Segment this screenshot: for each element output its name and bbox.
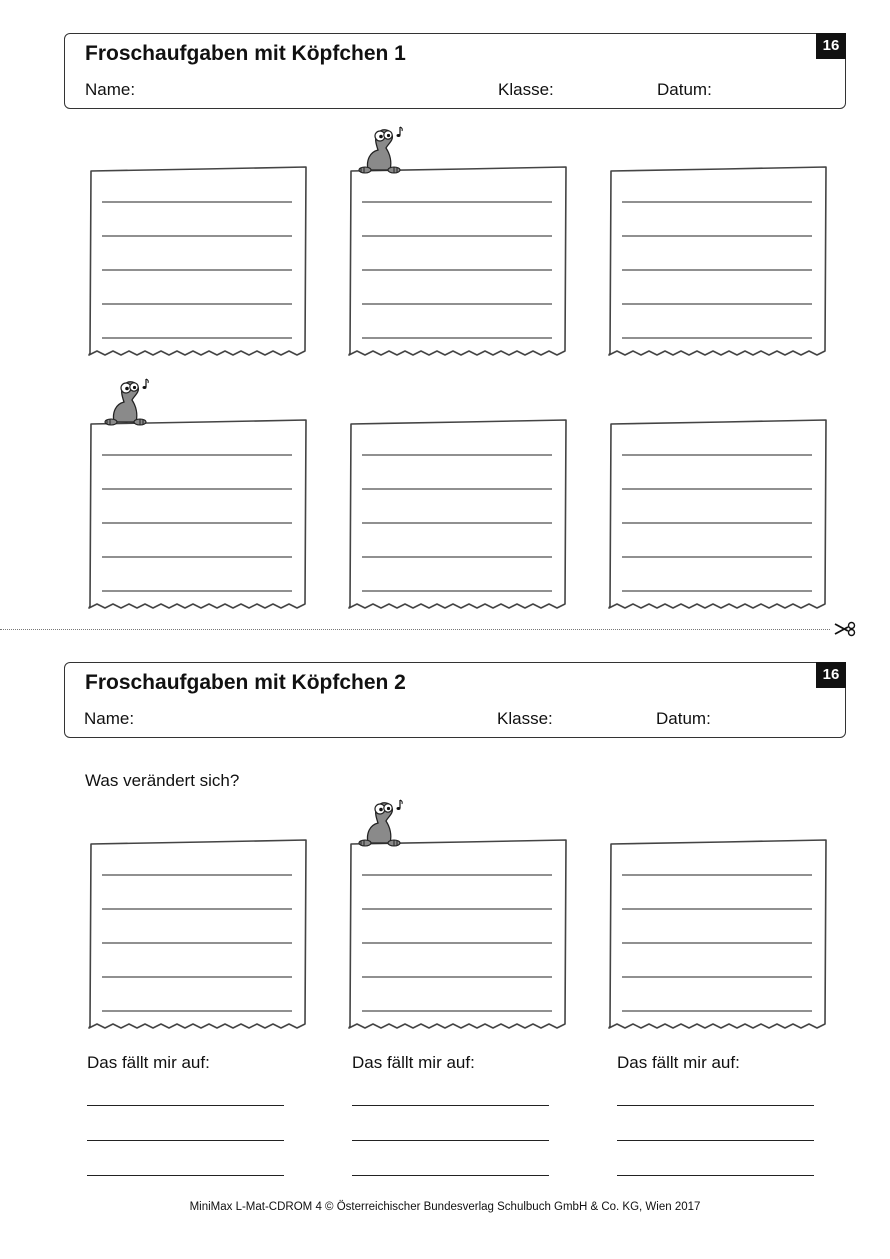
writing-line[interactable] <box>617 1175 814 1176</box>
writing-line[interactable] <box>87 1105 284 1106</box>
writing-line[interactable] <box>352 1105 549 1106</box>
note-paper[interactable] <box>344 165 570 364</box>
note-paper[interactable] <box>604 418 830 617</box>
note-paper[interactable] <box>604 838 830 1037</box>
observation-label: Das fällt mir auf: <box>87 1053 210 1072</box>
writing-line[interactable] <box>87 1140 284 1141</box>
worksheet1-page-badge: 16 <box>816 33 846 59</box>
worksheet1-class-label: Klasse: <box>498 80 554 99</box>
writing-line[interactable] <box>617 1140 814 1141</box>
worksheet1-header <box>64 33 846 109</box>
worksheet1-date-label: Datum: <box>657 80 712 99</box>
writing-line[interactable] <box>352 1175 549 1176</box>
worksheet2-title: Froschaufgaben mit Köpfchen 2 <box>85 671 406 694</box>
frog-icon <box>354 797 406 854</box>
writing-line[interactable] <box>352 1140 549 1141</box>
note-paper[interactable] <box>84 838 310 1037</box>
note-paper[interactable] <box>84 165 310 364</box>
cut-line <box>0 629 830 630</box>
scissors-icon <box>833 620 857 643</box>
note-paper[interactable] <box>604 165 830 364</box>
observation-label: Das fällt mir auf: <box>617 1053 740 1072</box>
frog-icon <box>354 124 406 181</box>
observation-label: Das fällt mir auf: <box>352 1053 475 1072</box>
prompt-text: Was verändert sich? <box>85 771 240 790</box>
worksheet2-class-label: Klasse: <box>497 709 553 728</box>
worksheet2-date-label: Datum: <box>656 709 711 728</box>
frog-icon <box>100 376 152 433</box>
writing-line[interactable] <box>617 1105 814 1106</box>
writing-line[interactable] <box>87 1175 284 1176</box>
worksheet2-page-badge: 16 <box>816 662 846 688</box>
worksheet2-header <box>64 662 846 738</box>
footer: MiniMax L-Mat-CDROM 4 © Österreichischer Bundesverlag Schulbuch GmbH & Co. KG, Wien 2017 <box>189 1201 701 1213</box>
note-paper[interactable] <box>84 418 310 617</box>
worksheet1-title: Froschaufgaben mit Köpfchen 1 <box>85 42 406 65</box>
note-paper[interactable] <box>344 838 570 1037</box>
note-paper[interactable] <box>344 418 570 617</box>
worksheet2-name-label: Name: <box>84 709 135 728</box>
worksheet1-name-label: Name: <box>85 80 136 99</box>
